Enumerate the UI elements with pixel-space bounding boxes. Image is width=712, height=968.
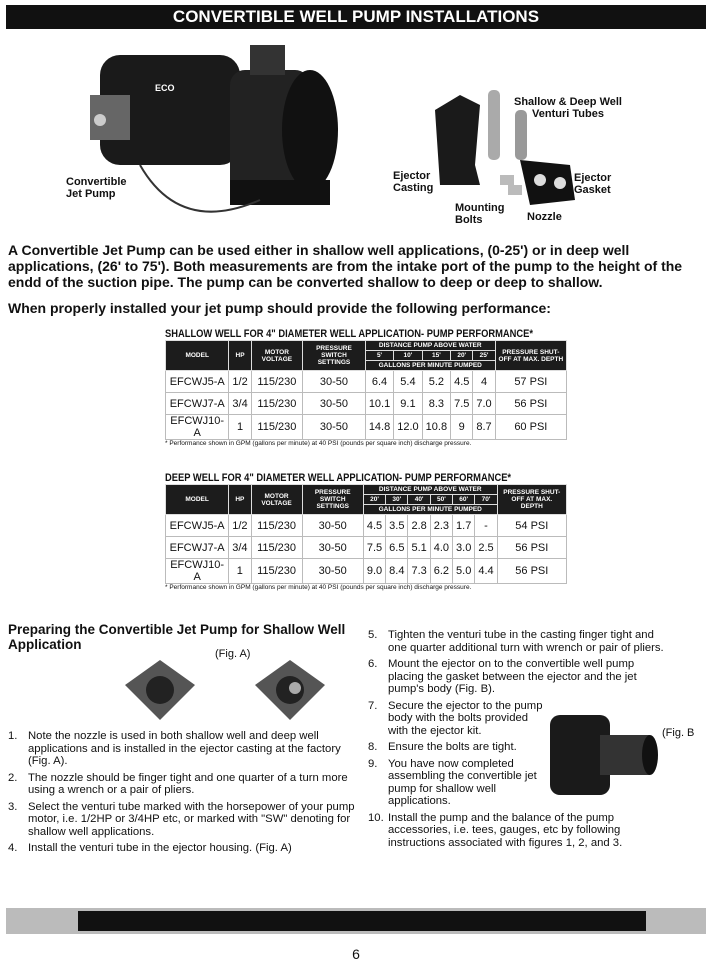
table-cell: 2.8 — [408, 515, 430, 537]
table-cell: 7.0 — [473, 393, 495, 415]
label-ejector-gasket: Ejector Gasket — [574, 172, 612, 196]
table-cell: 4.5 — [363, 515, 385, 537]
depth-header: 10' — [394, 351, 422, 361]
step-text: The nozzle should be finger tight and one quarter of a turn more using a wrench or a pair of pliers. — [28, 771, 348, 796]
step-text: Install the pump and the balance of the pump accessories, i.e. tees, gauges, etc by following instructions associated with figures 1, 2, and 3. — [388, 811, 623, 849]
table-cell: 1 — [229, 415, 251, 440]
step-item — [368, 629, 668, 654]
table-row — [166, 515, 567, 537]
table-cell: 7.5 — [363, 537, 385, 559]
jet-pump-illustration — [60, 35, 410, 230]
fig-b-pump-illustration — [540, 705, 660, 815]
table-cell: 9.0 — [363, 559, 385, 584]
table-row — [166, 415, 567, 440]
shallow-well-table — [165, 340, 567, 440]
depth-header: 20' — [363, 495, 385, 505]
fig-b-label: (Fig. B — [662, 727, 695, 739]
table-cell: 1 — [229, 559, 251, 584]
step-item — [8, 842, 358, 855]
fig-a-label: (Fig. A) — [215, 648, 251, 660]
pump-logo: ECO — [155, 83, 175, 93]
page-number: 6 — [352, 946, 360, 962]
table-cell: 4 — [473, 371, 495, 393]
table-cell: 10.1 — [365, 393, 393, 415]
step-number: 3. — [8, 800, 18, 813]
label-ejector-casting: Ejector Casting — [393, 170, 434, 194]
col-voltage: MOTOR VOLTAGE — [251, 485, 302, 515]
step-number: 5. — [368, 629, 378, 641]
label-nozzle: Nozzle — [527, 211, 562, 223]
step-text: Note the nozzle is used in both shallow well and deep well applications and is installed in the ejector casting at the factory (Fig. A). — [28, 730, 341, 767]
col-distance: DISTANCE PUMP ABOVE WATER — [363, 485, 497, 495]
section-title: Preparing the Convertible Jet Pump for Shallow Well Application — [8, 622, 346, 652]
step-item — [8, 772, 358, 797]
step-number: 1. — [8, 730, 18, 742]
footer-bar — [6, 908, 706, 934]
table-cell: 54 PSI — [497, 515, 566, 537]
table-cell: 115/230 — [251, 415, 302, 440]
depth-header: 50' — [430, 495, 452, 505]
table-cell: 60 PSI — [495, 415, 566, 440]
table-cell: 30-50 — [303, 415, 366, 440]
step-number: 2. — [8, 771, 18, 784]
col-voltage: MOTOR VOLTAGE — [251, 341, 302, 371]
step-text: Ensure the bolts are tight. — [388, 741, 517, 753]
deep-table-note: * Performance shown in GPM (gallons per minute) at 40 PSI (pounds per square inch) discharge pressure. — [165, 584, 472, 591]
step-text: You have now completed assembling the convertible jet pump for shallow well applications. — [388, 757, 537, 807]
table-cell: 8.3 — [422, 393, 450, 415]
page-title: CONVERTIBLE WELL PUMP INSTALLATIONS — [6, 5, 706, 29]
table-row — [166, 537, 567, 559]
table-cell: 6.2 — [430, 559, 452, 584]
table-cell: 5.4 — [394, 371, 422, 393]
table-cell: - — [475, 515, 497, 537]
table-cell: 5.0 — [453, 559, 475, 584]
step-number: 10. — [368, 811, 384, 824]
table-cell: 115/230 — [251, 537, 302, 559]
col-hp: HP — [229, 485, 251, 515]
table-cell: 6.5 — [386, 537, 408, 559]
table-cell: 5.2 — [422, 371, 450, 393]
shallow-table-caption: SHALLOW WELL FOR 4" DIAMETER WELL APPLICATION- PUMP PERFORMANCE* — [165, 328, 534, 340]
table-cell: 115/230 — [251, 393, 302, 415]
performance-intro: When properly installed your jet pump should provide the following performance: — [8, 300, 551, 316]
depth-header: 15' — [422, 351, 450, 361]
table-cell: 4.4 — [475, 559, 497, 584]
depth-header: 60' — [453, 495, 475, 505]
col-gpm: GALLONS PER MINUTE PUMPED — [365, 361, 495, 371]
table-cell: 9.1 — [394, 393, 422, 415]
table-cell: 30-50 — [303, 371, 366, 393]
table-cell: 30-50 — [302, 515, 363, 537]
label-venturi-tubes: Shallow & Deep Well Venturi Tubes — [514, 96, 622, 120]
table-cell: 7.3 — [408, 559, 430, 584]
table-cell: 3.5 — [386, 515, 408, 537]
deep-well-table-block — [165, 472, 572, 591]
table-cell: 30-50 — [303, 393, 366, 415]
step-item — [8, 730, 358, 768]
table-cell: 12.0 — [394, 415, 422, 440]
col-hp: HP — [229, 341, 251, 371]
step-number: 8. — [368, 741, 378, 753]
step-number: 4. — [8, 842, 18, 854]
depth-header: 25' — [473, 351, 495, 361]
table-cell: EFCWJ5-A — [166, 515, 229, 537]
table-cell: 1/2 — [229, 515, 251, 537]
step-text: Tighten the venturi tube in the casting finger tight and one quarter additional turn with wrench or pair of pliers. — [388, 629, 664, 654]
steps-left — [8, 730, 358, 859]
table-cell: 7.5 — [451, 393, 473, 415]
table-cell: 8.7 — [473, 415, 495, 440]
col-shutoff: PRESSURE SHUT-OFF AT MAX. DEPTH — [495, 341, 566, 371]
step-number: 9. — [368, 757, 378, 770]
depth-header: 20' — [451, 351, 473, 361]
table-cell: 3/4 — [229, 537, 251, 559]
table-cell: 4.0 — [430, 537, 452, 559]
table-cell: 56 PSI — [495, 393, 566, 415]
table-cell: 8.4 — [386, 559, 408, 584]
step-item — [368, 812, 668, 850]
col-shutoff: PRESSURE SHUT-OFF AT MAX. DEPTH — [497, 485, 566, 515]
step-item — [368, 658, 668, 696]
table-cell: 9 — [451, 415, 473, 440]
label-convertible-jet-pump: Convertible Jet Pump — [66, 176, 127, 200]
table-cell: 14.8 — [365, 415, 393, 440]
step-item — [8, 801, 358, 839]
table-cell: 10.8 — [422, 415, 450, 440]
table-cell: 5.1 — [408, 537, 430, 559]
step-text: Install the venturi tube in the ejector housing. (Fig. A) — [28, 842, 292, 854]
table-cell: 6.4 — [365, 371, 393, 393]
shallow-well-table-block — [165, 328, 598, 447]
depth-header: 30' — [386, 495, 408, 505]
col-model: MODEL — [166, 485, 229, 515]
step-text: Select the venturi tube marked with the horsepower of your pump motor, i.e. 1/2HP or 3/4HP etc, or marked with "SW" denoting for shallow well applications. — [28, 800, 355, 838]
table-cell: 1.7 — [453, 515, 475, 537]
table-row — [166, 559, 567, 584]
step-text: Mount the ejector on to the convertible well pump placing the gasket between the ejector and the jet pump's body (Fig. B). — [388, 658, 637, 695]
table-cell: 115/230 — [251, 559, 302, 584]
shallow-table-note: * Performance shown in GPM (gallons per minute) at 40 PSI (pounds per square inch) discharge pressure. — [165, 440, 472, 447]
step-number: 6. — [368, 658, 378, 670]
table-cell: 115/230 — [251, 515, 302, 537]
table-cell: EFCWJ7-A — [166, 393, 229, 415]
table-cell: 30-50 — [302, 537, 363, 559]
col-gpm: GALLONS PER MINUTE PUMPED — [363, 505, 497, 515]
step-number: 7. — [368, 699, 378, 712]
deep-table-caption: DEEP WELL FOR 4" DIAMETER WELL APPLICATION- PUMP PERFORMANCE* — [165, 472, 512, 484]
depth-header: 40' — [408, 495, 430, 505]
table-cell: 56 PSI — [497, 559, 566, 584]
table-cell: 57 PSI — [495, 371, 566, 393]
fig-a-nozzle-illustration — [120, 655, 360, 725]
table-cell: EFCWJ10-A — [166, 415, 229, 440]
table-cell: 2.3 — [430, 515, 452, 537]
table-cell: 4.5 — [451, 371, 473, 393]
table-row — [166, 393, 567, 415]
depth-header: 70' — [475, 495, 497, 505]
deep-well-table — [165, 484, 567, 584]
table-cell: 2.5 — [475, 537, 497, 559]
table-cell: EFCWJ10-A — [166, 559, 229, 584]
col-pressure: PRESSURE SWITCH SETTINGS — [302, 485, 363, 515]
col-pressure: PRESSURE SWITCH SETTINGS — [303, 341, 366, 371]
step-text: Secure the ejector to the pump body with the bolts provided with the ejector kit. — [388, 699, 543, 737]
table-cell: 3/4 — [229, 393, 251, 415]
intro-paragraph: A Convertible Jet Pump can be used either in shallow well applications, (0-25') or in deep well applications, (26' to 75'). Both measurements are from the intake port of the pump to the height of the endd of the suction pipe. The pump can be converted shallow to deep or deep to shallow. — [8, 242, 683, 290]
col-model: MODEL — [166, 341, 229, 371]
table-cell: 1/2 — [229, 371, 251, 393]
label-mounting-bolts: Mounting Bolts — [455, 202, 505, 226]
table-cell: 3.0 — [453, 537, 475, 559]
col-distance: DISTANCE PUMP ABOVE WATER — [365, 341, 495, 351]
table-cell: 30-50 — [302, 559, 363, 584]
table-cell: 56 PSI — [497, 537, 566, 559]
table-cell: 115/230 — [251, 371, 302, 393]
table-row — [166, 371, 567, 393]
depth-header: 5' — [365, 351, 393, 361]
table-cell: EFCWJ7-A — [166, 537, 229, 559]
table-cell: EFCWJ5-A — [166, 371, 229, 393]
